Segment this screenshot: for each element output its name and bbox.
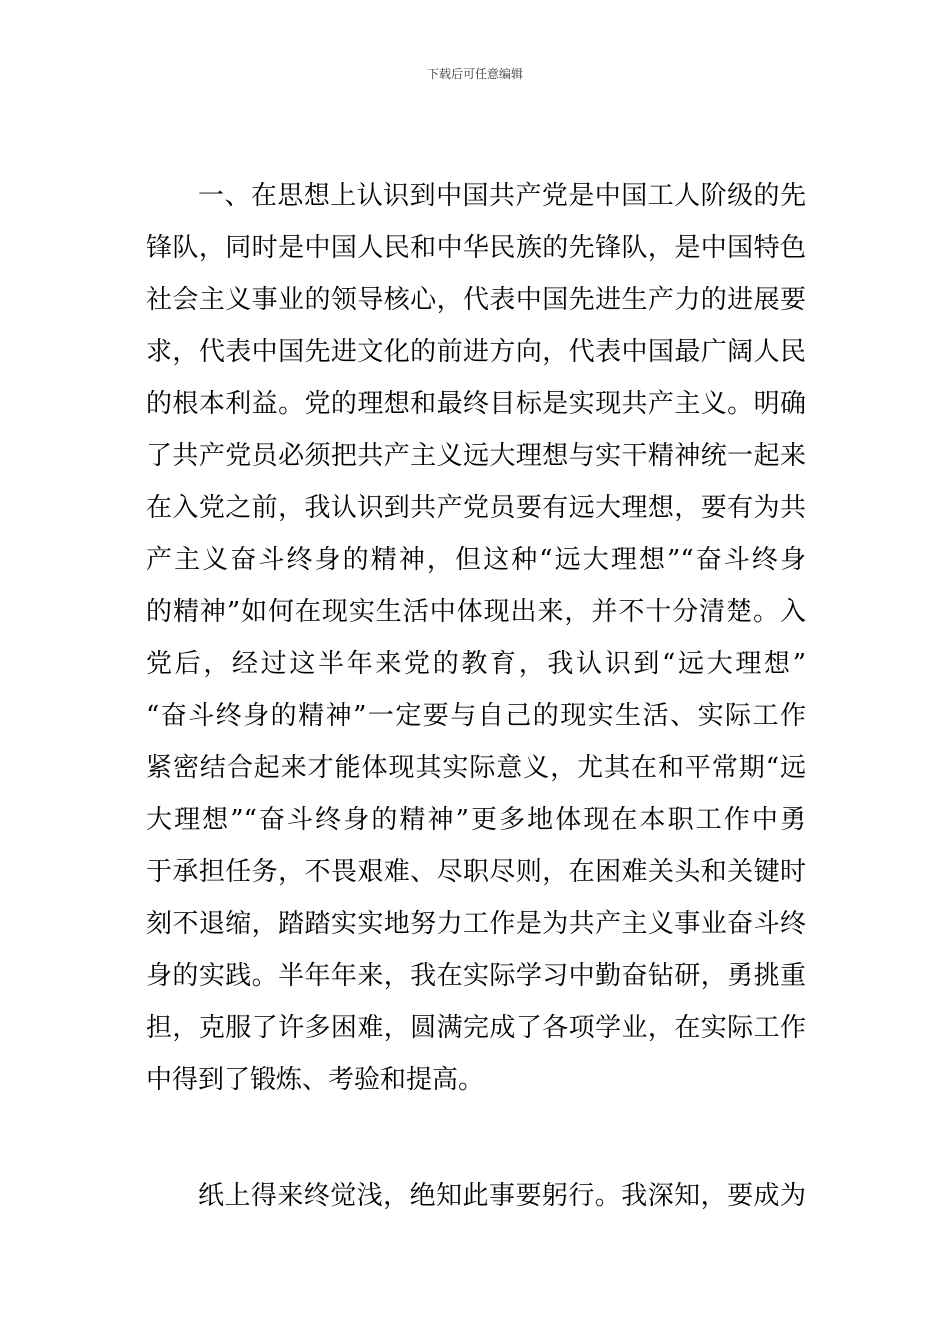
paragraph-1-line-13: 大理想”“奋斗终身的精神”更多地体现在本职工作中勇	[146, 805, 806, 835]
paragraph-1-line-18: 中得到了锻炼、考验和提高。	[146, 1065, 485, 1095]
paragraph-1-line-4: 求，代表中国先进文化的前进方向，代表中国最广阔人民	[146, 337, 806, 367]
paragraph-1-line-15: 刻不退缩，踏踏实实地努力工作是为共产主义事业奋斗终	[146, 909, 806, 939]
paragraph-1-line-2: 锋队，同时是中国人民和中华民族的先锋队，是中国特色	[146, 233, 806, 263]
paragraph-1-line-17: 担，克服了许多困难，圆满完成了各项学业，在实际工作	[146, 1013, 806, 1043]
paragraph-1-line-11: “奋斗终身的精神”一定要与自己的现实生活、实际工作	[146, 701, 806, 731]
paragraph-1-line-7: 在入党之前，我认识到共产党员要有远大理想，要有为共	[146, 493, 806, 523]
paragraph-1-line-14: 于承担任务，不畏艰难、尽职尽则，在困难关头和关键时	[146, 857, 806, 887]
paragraph-1-line-6: 了共产党员必须把共产主义远大理想与实干精神统一起来	[146, 441, 806, 471]
paragraph-1-line-5: 的根本利益。党的理想和最终目标是实现共产主义。明确	[146, 389, 806, 419]
paragraph-1-line-10: 党后，经过这半年来党的教育，我认识到“远大理想”	[146, 649, 806, 679]
paragraph-2-line-1: 纸上得来终觉浅，绝知此事要躬行。我深知，要成为	[198, 1181, 806, 1211]
paragraph-1-line-1: 一、在思想上认识到中国共产党是中国工人阶级的先	[198, 181, 806, 211]
paragraph-1-line-16: 身的实践。半年年来，我在实际学习中勤奋钻研，勇挑重	[146, 961, 806, 991]
paragraph-1-line-9: 的精神”如何在现实生活中体现出来，并不十分清楚。入	[146, 597, 806, 627]
page-header: 下载后可任意编辑	[426, 67, 523, 81]
paragraph-1-line-8: 产主义奋斗终身的精神，但这种“远大理想”“奋斗终身	[146, 545, 806, 575]
paragraph-1-line-12: 紧密结合起来才能体现其实际意义，尤其在和平常期“远	[146, 753, 806, 783]
paragraph-1-line-3: 社会主义事业的领导核心，代表中国先进生产力的进展要	[146, 285, 806, 315]
